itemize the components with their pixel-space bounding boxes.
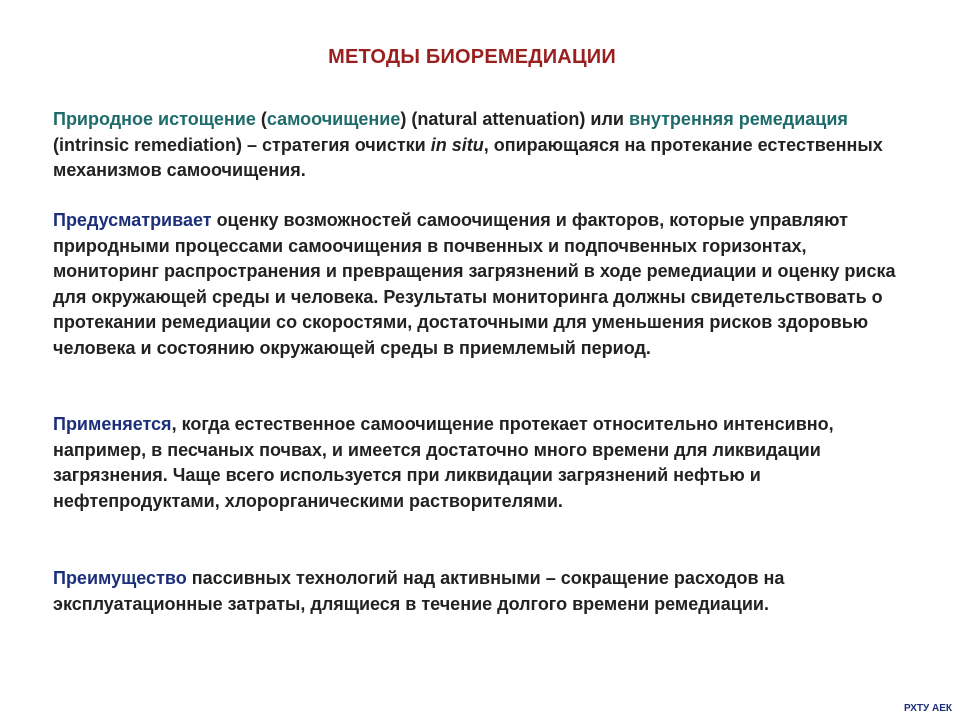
term-intrinsic-remediation: внутренняя ремедиация <box>628 109 848 129</box>
paragraph-advantage <box>53 566 913 617</box>
paragraph-text: оценку возможностей самоочищения и факторов, которые управляют природными процессами самоочищения в почвенных и подпочвенных горизонтах, мониторинг распространения и превращения загрязнений в ходе ремедиации и оценку риска для окружающей среды и человека. Результаты мониторинга должны свидетельствовать о протекании ремедиации со скоростями, достаточными для уменьшения рисков здоровью человека и состоянию окружающей среды в приемлемый период. <box>53 210 896 358</box>
text-fragment: ( <box>255 109 267 129</box>
paragraph-provides <box>53 208 913 361</box>
paragraph-definition <box>53 107 913 184</box>
paragraph-applied <box>53 412 913 514</box>
text-fragment: , опирающаяся на протекание естественных механизмов самоочищения. <box>53 134 883 180</box>
keyword-applied: Применяется <box>53 414 172 434</box>
keyword-provides: Предусматривает <box>53 210 212 230</box>
slide-title: МЕТОДЫ БИОРЕМЕДИАЦИИ <box>328 46 616 68</box>
footer-label: РХТУ АЕК <box>903 703 952 714</box>
term-natural-attenuation: Природное истощение <box>53 109 256 129</box>
text-fragment: (intrinsic remediation) – стратегия очистки <box>53 134 431 155</box>
text-fragment: ) (natural attenuation) или <box>400 109 629 129</box>
keyword-advantage: Преимущество <box>53 568 187 588</box>
term-self-purification: самоочищение <box>266 109 401 129</box>
term-in-situ: in situ <box>430 134 484 155</box>
paragraph-text: , когда естественное самоочищение протекает относительно интенсивно, например, в песчаных почвах, и имеется достаточно много времени для ликвидации загрязнения. Чаще всего используется при ликвидации загрязнений нефтью и нефтепродуктами, хлорорганическими растворителями. <box>53 414 834 511</box>
paragraph-text: пассивных технологий над активными – сокращение расходов на эксплуатационные затраты, длящиеся в течение долгого времени ремедиации. <box>53 568 785 614</box>
